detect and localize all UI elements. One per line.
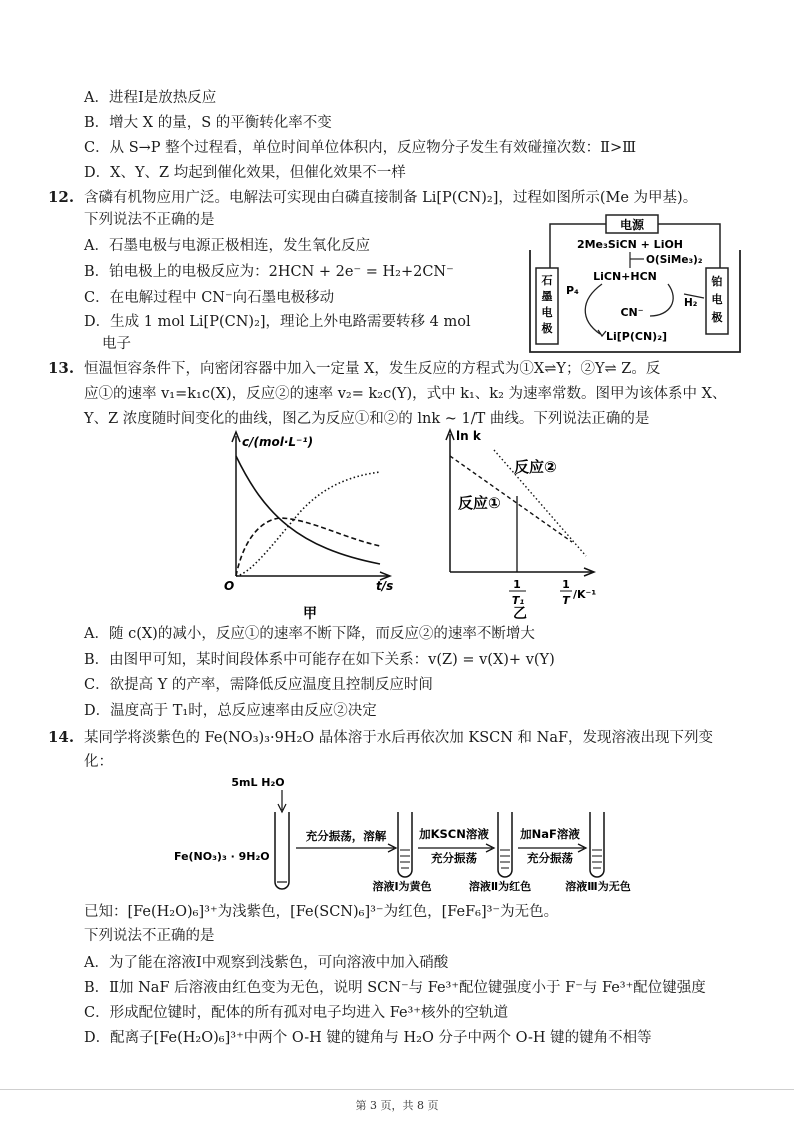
q14-option-a: A．为了能在溶液Ⅰ中观察到浅紫色，可向溶液中加入硝酸 — [84, 955, 449, 971]
jia-y-label: c/(mol·L⁻¹) — [242, 435, 314, 449]
product-label: O(SiMe₃)₂ — [646, 254, 703, 266]
step2-top: 加KSCN溶液 — [419, 827, 489, 841]
solution-1-label: 溶液Ⅰ为黄色 — [372, 880, 432, 893]
yi-caption: 乙 — [513, 606, 527, 622]
q13-stem-3: Y、Z 浓度随时间变化的曲线，图乙为反应①和②的 lnk ~ 1/T 曲线。下列说法正确的是 — [84, 411, 650, 427]
jia-caption: 甲 — [303, 606, 317, 622]
solution-3-label: 溶液Ⅲ为无色 — [565, 880, 631, 893]
power-source-label: 电源 — [619, 218, 645, 232]
q13-option-a: A．随 c(X)的减小，反应①的速率不断下降，而反应②的速率不断增大 — [84, 626, 535, 642]
yi-xlabel-num: 1 — [562, 578, 570, 591]
q13-stem-1: 恒温恒容条件下，向密闭容器中加入一定量 X，发生反应的方程式为①X⇌Y；②Y⇌ Z。反 — [84, 361, 661, 377]
graphite-char-1: 石 — [541, 274, 553, 287]
cyanide-label: CN⁻ — [620, 306, 644, 319]
solution-2-label: 溶液Ⅱ为红色 — [468, 880, 532, 893]
figure-yi-lnk — [436, 422, 614, 628]
yi-xlabel-den: T — [562, 594, 570, 607]
step2-bottom: 充分振荡 — [431, 851, 477, 865]
electrolysis-diagram — [520, 212, 752, 362]
graphite-char-3: 电 — [541, 306, 553, 319]
yi-tick-num: 1 — [513, 578, 521, 591]
reagent-label: 2Me₃SiCN + LiOH — [576, 238, 684, 251]
q14-option-c: C．形成配位键时，配体的所有孤对电子均进入 Fe³⁺核外的空轨道 — [84, 1005, 509, 1021]
q12-option-d-cont: 电子 — [102, 336, 131, 352]
step3-bottom: 充分振荡 — [527, 851, 573, 865]
q11-option-d: D．X、Y、Z 均起到催化效果，但催化效果不一样 — [84, 165, 406, 181]
q14-option-b: B．Ⅱ加 NaF 后溶液由红色变为无色，说明 SCN⁻与 Fe³⁺配位键强度小于 F⁻与 Fe³⁺配位键强度 — [84, 980, 706, 996]
q12-option-a: A．石墨电极与电源正极相连，发生氧化反应 — [84, 238, 370, 254]
solid-label: Fe(NO₃)₃ · 9H₂O — [174, 850, 270, 863]
q13-option-b: B．由图甲可知，某时间段体系中可能存在如下关系：v(Z) = v(X)+ v(Y) — [84, 652, 555, 668]
q11-option-a: A．进程Ⅰ是放热反应 — [84, 90, 217, 106]
platinum-char-1: 铂 — [711, 275, 723, 288]
q12-option-b: B．铂电极上的电极反应为：2HCN + 2e⁻ = H₂+2CN⁻ — [84, 264, 454, 280]
yi-tick-den: T₁ — [511, 594, 525, 607]
yi-xlabel-unit: /K⁻¹ — [573, 588, 597, 601]
q12-option-d: D．生成 1 mol Li[P(CN)₂]，理论上外电路需要转移 4 mol — [84, 314, 471, 330]
curve-z — [236, 472, 380, 576]
step1-label: 充分振荡，溶解 — [305, 829, 387, 843]
q12-stem-1: 含磷有机物应用广泛。电解法可实现由白磷直接制备 Li[P(CN)₂]，过程如图所示(Me 为甲基)。 — [84, 190, 698, 206]
q12-number: 12. — [48, 188, 75, 206]
yi-y-label: ln k — [456, 429, 481, 443]
q12-stem-2: 下列说法不正确的是 — [84, 212, 215, 228]
q13-option-d: D．温度高于 T₁时，总反应速率由反应②决定 — [84, 703, 377, 719]
yi-label-r1: 反应① — [458, 494, 501, 512]
q14-stem-2: 化： — [84, 754, 113, 770]
test-tube-diagram — [170, 774, 650, 896]
yi-label-r2: 反应② — [514, 458, 557, 476]
q11-option-c: C．从 S→P 整个过程看，单位时间单位体积内，反应物分子发生有效碰撞次数：Ⅱ>Ⅲ — [84, 140, 637, 156]
tube-0 — [275, 812, 289, 889]
q14-option-d: D．配离子[Fe(H₂O)₆]³⁺中两个 O-H 键的键角与 H₂O 分子中两个 O-H 键的键角不相等 — [84, 1030, 652, 1046]
tube-2 — [498, 812, 512, 877]
step3-top: 加NaF溶液 — [520, 827, 580, 841]
tube-1 — [398, 812, 412, 877]
curve-y — [236, 518, 380, 576]
cycle-arrow-left — [585, 284, 602, 334]
platinum-char-2: 电 — [711, 293, 723, 306]
q14-number: 14. — [48, 728, 75, 746]
graphite-char-2: 墨 — [541, 290, 553, 303]
q14-stem-3: 下列说法不正确的是 — [84, 928, 215, 944]
jia-origin: O — [224, 579, 235, 593]
curve-x — [236, 456, 380, 564]
intermediate-label: LiCN+HCN — [593, 270, 657, 283]
p4-label: P₄ — [566, 284, 579, 297]
q13-option-c: C．欲提高 Y 的产率，需降低反应温度且控制反应时间 — [84, 677, 433, 693]
jia-x-label: t/s — [376, 579, 394, 593]
q14-known: 已知：[Fe(H₂O)₆]³⁺为浅紫色，[Fe(SCN)₆]³⁻为红色，[FeF₆]³⁻为无色。 — [84, 904, 559, 920]
q13-stem-2: 应①的速率 v₁=k₁c(X)，反应②的速率 v₂= k₂c(Y)，式中 k₁、k₂ 为速率常数。图甲为该体系中 X、 — [84, 386, 727, 402]
page-footer: 第 3 页，共 8 页 — [355, 1099, 439, 1112]
cycle-arrow-right — [650, 284, 673, 316]
q11-option-b: B．增大 X 的量，S 的平衡转化率不变 — [84, 115, 332, 131]
tube-3 — [590, 812, 604, 877]
q14-stem-1: 某同学将淡紫色的 Fe(NO₃)₃·9H₂O 晶体溶于水后再依次加 KSCN 和 NaF，发现溶液出现下列变 — [84, 730, 714, 746]
figure-jia-concentration — [220, 428, 400, 628]
q12-option-c: C．在电解过程中 CN⁻向石墨电极移动 — [84, 290, 335, 306]
water-label: 5mL H₂O — [231, 776, 285, 789]
footer-divider — [0, 1089, 794, 1090]
q13-number: 13. — [48, 359, 75, 377]
h2-label: H₂ — [684, 297, 698, 309]
platinum-char-3: 极 — [711, 311, 723, 324]
graphite-char-4: 极 — [541, 322, 553, 335]
final-product-label: Li[P(CN)₂] — [606, 330, 668, 343]
